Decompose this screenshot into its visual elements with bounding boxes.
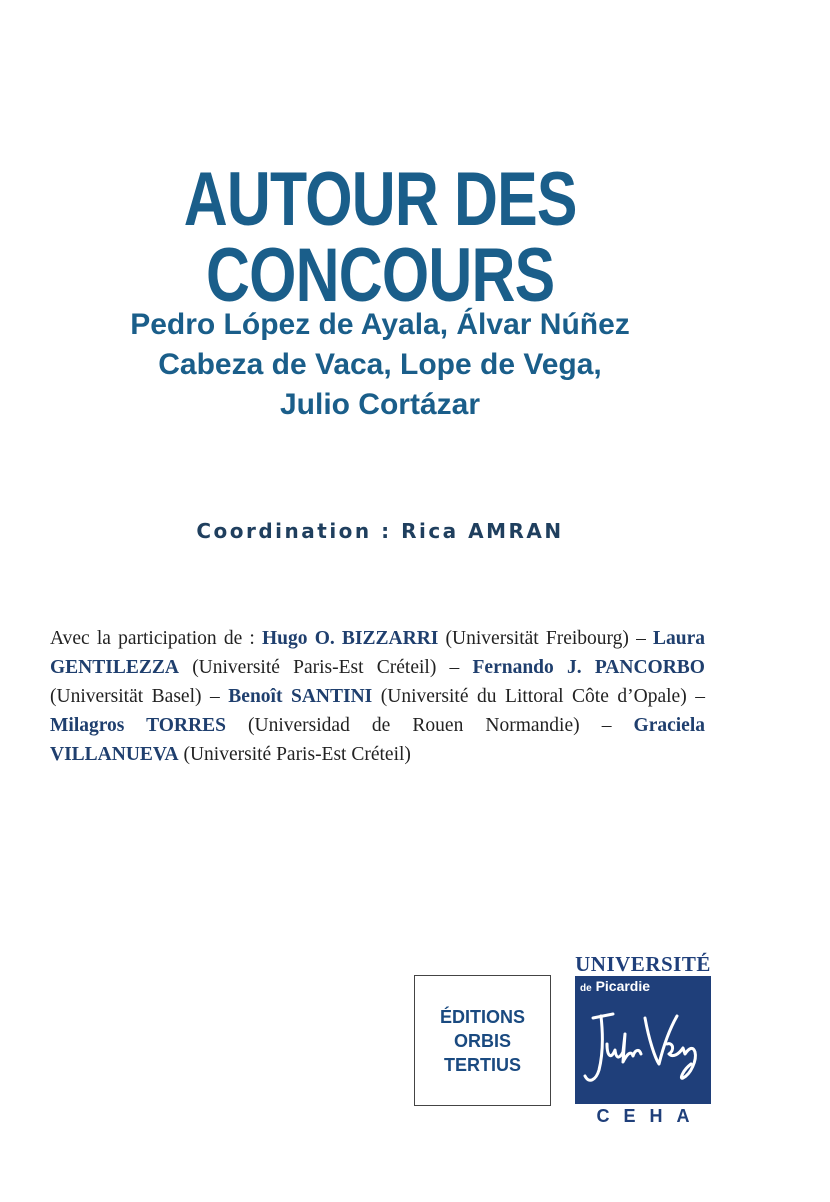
jules-verne-signature [579,1004,707,1096]
participant-name: Milagros TORRES [50,715,226,736]
publisher-line: ORBIS [453,1030,511,1051]
book-subtitle [0,305,760,425]
region-name: Picardie [595,978,651,994]
ceha-label: CEHA [596,1106,704,1126]
subtitle-line: Julio Cortázar [279,388,481,421]
subtitle-line: Cabeza de Vaca, Lope de Vega, [158,348,602,381]
subtitle-line: Pedro López de Ayala, Álvar Núñez [130,308,630,341]
participant-name: Benoît SANTINI [228,686,373,707]
participant-affiliation: (Université du Littoral Côte d’Opale) – [372,686,705,707]
logo-box [575,976,711,1104]
university-region [580,978,650,994]
university-name: UNIVERSITÉ [575,952,711,976]
region-prefix: de [580,983,592,994]
participant-name: Graciela VILLANUEVA [50,715,705,765]
participant-affiliation: (Universität Basel) – [50,686,229,707]
participant-affiliation: (Universidad de Rouen Normandie) – [225,715,634,736]
participant-affiliation: (Université Paris-Est Créteil) – [178,657,473,678]
publisher-logo [414,975,551,1106]
participant-name: Laura GENTILEZZA [50,628,706,678]
publisher-line: TERTIUS [443,1054,521,1075]
university-logo [573,952,713,1132]
publisher-line: ÉDITIONS [439,1006,525,1027]
book-title: AUTOUR DES CONCOURS [183,157,577,318]
participant-affiliation: (Universität Freibourg) – [438,628,654,649]
participant-name: Fernando J. PANCORBO [472,657,705,678]
participant-affiliation: (Université Paris-Est Créteil) [178,744,411,765]
participant-name: Hugo O. BIZZARRI [262,628,439,649]
participants-intro: Avec la participation de : [50,628,263,649]
coordination-line: Coordination : Rica AMRAN [196,519,564,543]
participants-paragraph [50,624,705,769]
